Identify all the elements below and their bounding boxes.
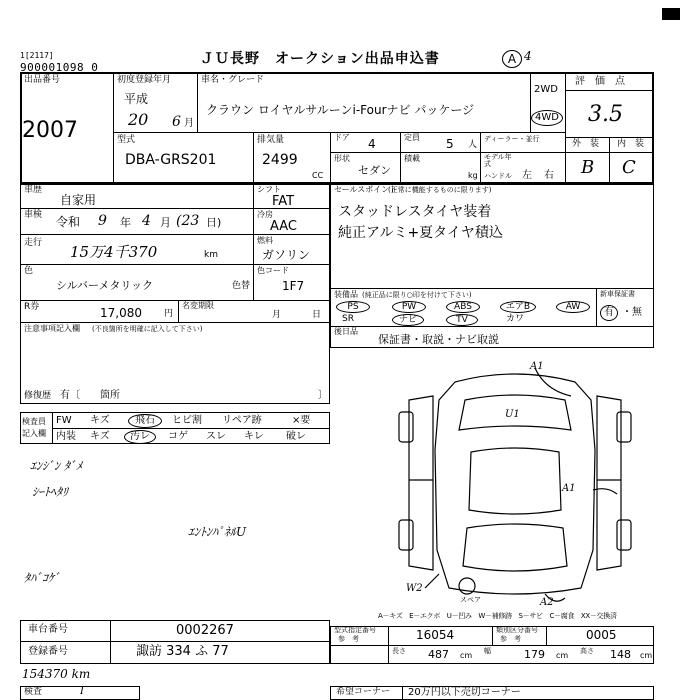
registration-label: 初度登録年月 xyxy=(117,75,172,85)
insp-repair: リペア跡 xyxy=(222,415,262,426)
equipment-hint: (純正品に限り○印を付けて下さい) xyxy=(362,291,472,299)
dealer-label: ディーラー・並行 xyxy=(484,135,540,143)
height-label: 高さ xyxy=(580,647,594,655)
shape-label: 形状 xyxy=(334,154,350,163)
type-no-value: 16054 xyxy=(416,628,455,642)
insp-fw: FW xyxy=(56,415,72,426)
hope-label: 希望コーナー xyxy=(336,687,391,697)
insp-tear: 破レ xyxy=(286,431,306,442)
repair-close: 〕 xyxy=(318,390,328,401)
repair-label: 修復歴 xyxy=(24,391,52,401)
doors-label: ドア xyxy=(334,133,350,142)
hope-value: 20万円以下売切コーナー xyxy=(408,687,521,698)
circled-suffix: 4 xyxy=(524,49,532,63)
width-label: 幅 xyxy=(484,647,491,655)
displacement-value: 2499 xyxy=(262,152,298,168)
insp-stain: 汚レ xyxy=(124,430,156,444)
form-title: ＪＵ長野 オークション出品申込書 xyxy=(200,51,440,67)
mark-w2: W2 xyxy=(406,583,423,594)
transfer-label: 名変期限 xyxy=(182,301,214,310)
selling-line-1: スタッドレスタイヤ装着 xyxy=(338,204,492,220)
chassis-value: 0002267 xyxy=(176,623,234,638)
mileage-unit: km xyxy=(204,250,218,260)
lot-label: 出品番号 xyxy=(24,75,61,85)
equip-leather: カワ xyxy=(506,314,525,324)
lot-number: 2007 xyxy=(22,118,78,143)
caution-label: 注意事項記入欄 xyxy=(24,324,80,333)
grade-label: 評 価 点 xyxy=(575,76,625,87)
mileage-label: 走行 xyxy=(24,238,43,248)
handle-right: 右 xyxy=(544,170,554,181)
aircon-label: 冷房 xyxy=(257,210,273,219)
inspect-label: 検査 xyxy=(24,687,43,697)
documents-value: 保証書・取説・ナビ取説 xyxy=(378,333,499,346)
recycle-value: 17,080 xyxy=(100,306,142,320)
mark-a1-top: A1 xyxy=(530,361,544,372)
class-no-value: 0005 xyxy=(586,628,617,642)
doc-code: 1[2117] xyxy=(20,51,54,60)
reg-value: 諏訪 334 ふ 77 xyxy=(136,644,229,659)
equip-sr: SR xyxy=(342,314,354,324)
hand-note-1: ｴﾝｼﾞﾝ ﾀﾞﾒ xyxy=(30,459,82,473)
fuel-label: 燃料 xyxy=(257,236,273,245)
insp-required: ×要 xyxy=(292,415,311,426)
equip-navi: ナビ xyxy=(392,314,424,326)
recycle-label: R券 xyxy=(24,302,40,312)
equip-tv: TV xyxy=(446,314,478,326)
documents-label: 後日品 xyxy=(334,327,358,336)
length-value: 487 xyxy=(428,648,449,661)
capacity-label: 定員 xyxy=(404,133,420,142)
shift-value: FAT xyxy=(272,194,295,209)
corner-marker xyxy=(662,8,680,20)
mileage-value: 15万4千370 xyxy=(70,243,158,261)
type-no-label-2: 参 考 xyxy=(338,635,359,643)
model-label: 型式 xyxy=(117,135,136,145)
type-no-label-1: 型式指定番号 xyxy=(334,626,376,634)
warranty-yes: 有 xyxy=(600,305,618,321)
car-damage-diagram xyxy=(395,360,635,608)
displacement-unit: CC xyxy=(312,171,324,180)
mark-a1-side: A1 xyxy=(562,483,576,494)
caution-hint: (不良箇所を明確に記入して下さい) xyxy=(92,325,203,333)
fuel-value: ガソリン xyxy=(262,248,311,262)
registration-era: 平成 xyxy=(124,92,149,106)
equipment-label: 装備品 xyxy=(334,290,358,299)
class-no-label-1: 類別区分番号 xyxy=(496,626,538,634)
shift-label: シフト xyxy=(257,185,281,194)
damage-legend: A－キズ E－エクボ U－凹み W－補修跡 S－サビ C－腐食 XX－交換済 xyxy=(378,612,617,620)
vehicle-name: クラウン ロイヤルサルーンi-Fourナビ パッケージ xyxy=(206,103,475,117)
inspection-day: (23 xyxy=(176,213,200,229)
transfer-month: 月 xyxy=(272,310,282,320)
hand-note-4: ﾀﾊﾞｺｹﾞ xyxy=(24,571,61,585)
vehicle-name-label: 車名・グレード xyxy=(201,75,265,85)
color-swatch-label: 色替 xyxy=(232,281,251,291)
repair-value: 有〔 箇所 xyxy=(60,390,120,401)
color-label: 色 xyxy=(24,266,34,276)
interior-label: 内 装 xyxy=(617,139,645,149)
warranty-no: 無 xyxy=(632,307,642,318)
insp-burn: コゲ xyxy=(168,431,188,442)
equip-ps: PS xyxy=(336,301,370,313)
color-value: シルバーメタリック xyxy=(56,279,153,292)
insp-cut: キレ xyxy=(244,431,264,442)
inspection-era: 令和 xyxy=(56,215,81,229)
width-value: 179 xyxy=(524,648,545,661)
color-code-label: 色コード xyxy=(257,266,289,275)
registration-month: 6 xyxy=(172,114,181,130)
load-label: 積載 xyxy=(404,154,420,163)
selling-line-2: 純正アルミ+夏タイヤ積込 xyxy=(338,225,503,241)
inspector-label-2: 記入欄 xyxy=(22,429,46,438)
selling-label: セールスポイント xyxy=(334,185,398,194)
reg-label: 登録番号 xyxy=(28,646,68,657)
exterior-grade: B xyxy=(581,157,595,178)
insp-crack: ヒビ割 xyxy=(172,415,202,426)
inspection-month-unit: 月 xyxy=(160,216,171,229)
shape-value: セダン xyxy=(358,164,392,177)
circled-letter: A xyxy=(502,50,522,68)
drive-2wd: 2WD xyxy=(534,84,558,95)
length-label: 長さ xyxy=(392,647,406,655)
load-unit: kg xyxy=(468,171,478,180)
spare-label: スペア xyxy=(460,596,481,604)
insp-scratch: キズ xyxy=(90,415,110,426)
warranty-label: 新車保証書 xyxy=(600,290,635,298)
selling-hint: (正常に機能するものに限ります) xyxy=(388,186,492,194)
transfer-day: 日 xyxy=(312,310,322,320)
capacity-value: 5 xyxy=(446,137,454,151)
inspection-day-unit: 日) xyxy=(206,216,222,229)
inspector-label-1: 検査員 xyxy=(22,417,46,426)
model-year-label: モデル年式 xyxy=(484,153,512,168)
doors-value: 4 xyxy=(368,137,376,151)
insp-int-scratch: キズ xyxy=(90,431,110,442)
grade-score: 3.5 xyxy=(588,102,623,127)
inspection-year-unit: 年 xyxy=(120,216,131,229)
chassis-label: 車台番号 xyxy=(28,624,68,635)
barcode-digits: 900001098 0 xyxy=(20,61,99,74)
insp-interior: 内装 xyxy=(56,431,76,442)
usage-class-label: 車歴 xyxy=(24,185,43,195)
equip-pw: PW xyxy=(392,301,426,313)
height-value: 148 xyxy=(610,648,631,661)
registration-month-unit: 月 xyxy=(184,118,194,129)
capacity-unit: 人 xyxy=(468,140,478,150)
class-no-label-2: 参 考 xyxy=(500,635,521,643)
usage-class: 自家用 xyxy=(60,193,97,207)
hand-note-3: ｴﾝﾄﾝﾊﾟﾈﾙU xyxy=(188,525,247,539)
inspection-year: 9 xyxy=(98,213,107,229)
inspect-mark: I xyxy=(80,686,84,697)
handle-label: ハンドル xyxy=(484,172,512,180)
inspection-month: 4 xyxy=(142,213,151,229)
warranty-sep: ・ xyxy=(622,307,632,318)
displacement-label: 排気量 xyxy=(257,135,285,145)
drive-4wd: 4WD xyxy=(531,110,563,126)
equip-aw: AW xyxy=(556,301,590,313)
aircon-value: AAC xyxy=(270,219,297,234)
interior-grade: C xyxy=(622,157,636,178)
odometer-note: 154370 km xyxy=(22,667,91,681)
insp-chip: 飛石 xyxy=(128,414,162,428)
height-unit: cm xyxy=(640,651,653,660)
equip-airbag: エアB xyxy=(500,301,536,313)
insp-wear: スレ xyxy=(206,431,226,442)
width-unit: cm xyxy=(556,651,569,660)
hand-note-2: ｼｰﾄﾍﾀﾘ xyxy=(32,485,69,499)
inspection-label: 車検 xyxy=(24,210,43,220)
mark-u1: U1 xyxy=(505,409,520,420)
length-unit: cm xyxy=(460,651,473,660)
registration-year: 20 xyxy=(128,110,149,129)
model-code: DBA-GRS201 xyxy=(125,152,217,168)
recycle-unit: 円 xyxy=(164,309,174,319)
exterior-label: 外 装 xyxy=(572,139,600,149)
top-block xyxy=(20,72,654,184)
handle-left: 左 xyxy=(522,170,532,181)
mark-a2: A2 xyxy=(540,597,554,608)
color-code-value: 1F7 xyxy=(282,279,305,293)
equip-abs: ABS xyxy=(446,301,480,313)
